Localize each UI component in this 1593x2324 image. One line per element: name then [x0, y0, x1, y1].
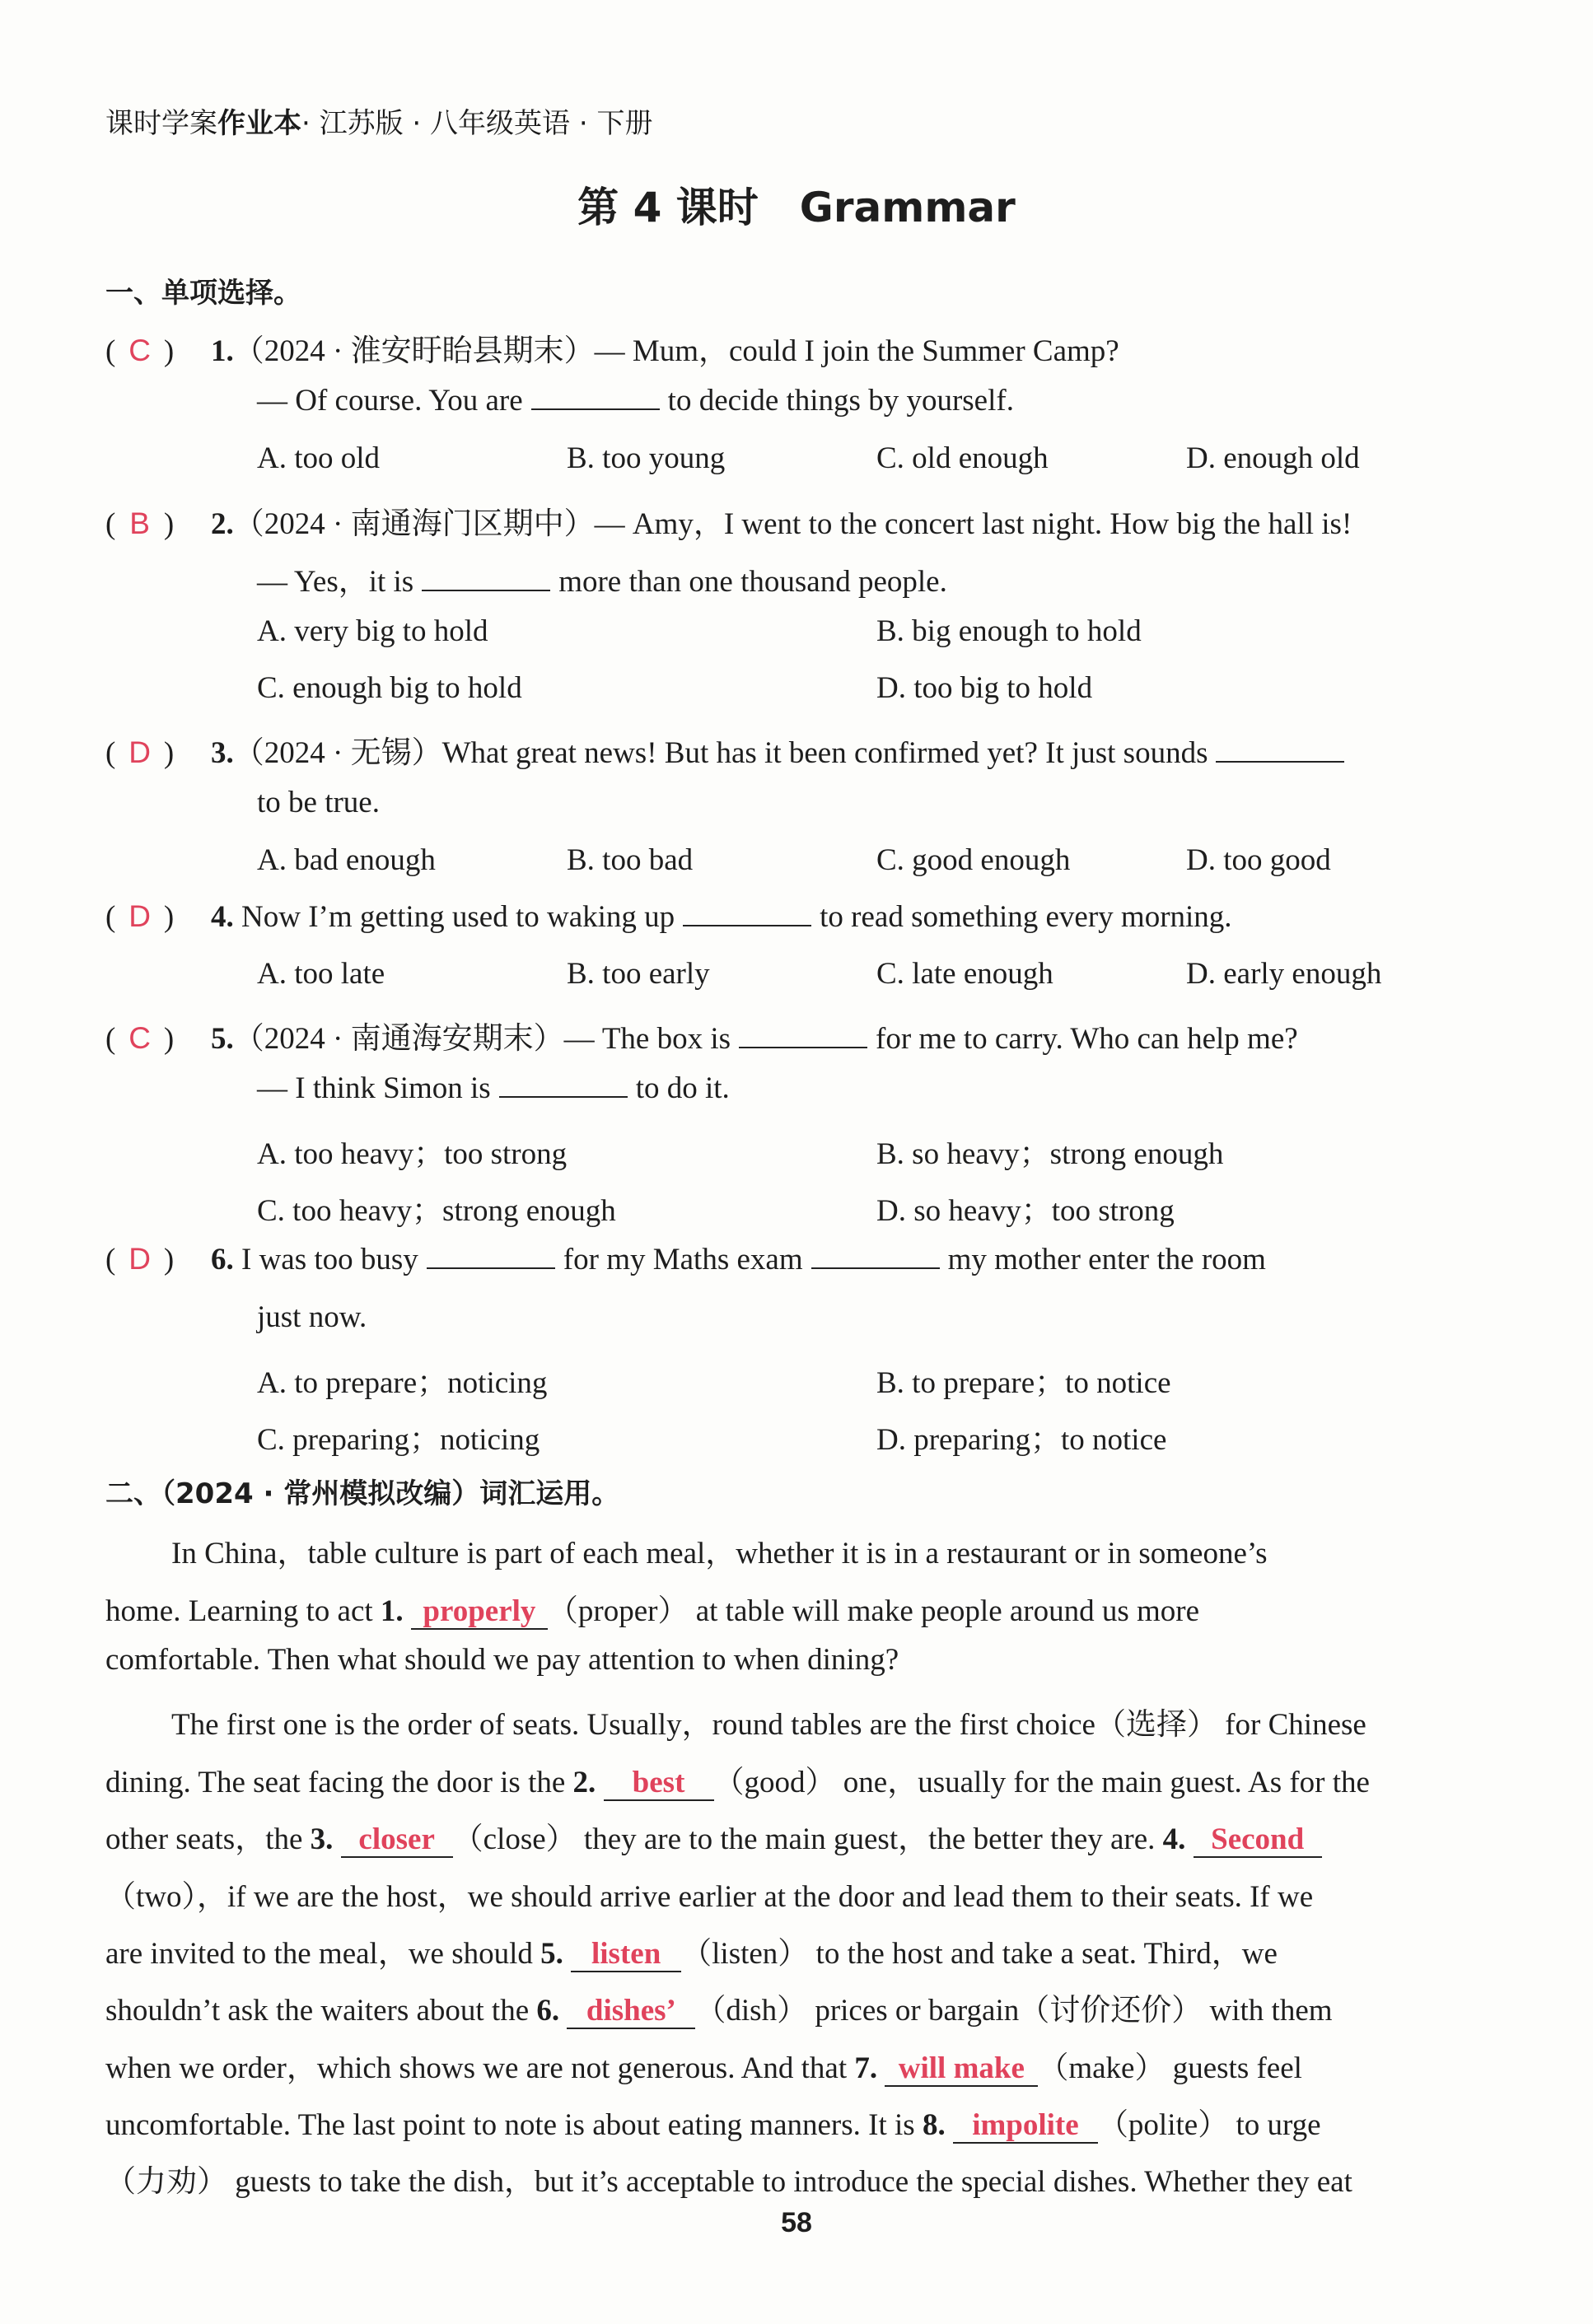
option-a: A. too heavy；too strong — [257, 1137, 568, 1171]
passage-line — [105, 1928, 1278, 1972]
option-c: C. good enough — [876, 843, 1071, 877]
filled-answer: will make — [885, 2053, 1038, 2087]
passage-text: （close） they are to the main guest，the better they are. — [452, 1822, 1163, 1856]
answer-mark: B — [129, 506, 150, 540]
passage-line: （力劝） guests to take the dish，but it’s acceptable to introduce the special dishes. Whether they eat — [105, 2165, 1352, 2199]
question-3-line2: to be true. — [257, 786, 380, 819]
running-header — [105, 100, 652, 141]
option-b: B. too early — [567, 957, 710, 991]
section2-heading: 二、（2024 · 常州模拟改编）词汇运用。 — [105, 1477, 620, 1510]
question-5-line2 — [257, 1071, 730, 1106]
answer-blank — [422, 565, 550, 591]
answer-blank — [427, 1243, 555, 1269]
filled-answer: closer — [341, 1824, 453, 1858]
answer-blank — [531, 384, 660, 410]
question-2-line2 — [257, 556, 947, 600]
question-1-line2 — [257, 383, 1014, 418]
question-source: （2024 · 淮安盱眙县期末） — [233, 334, 595, 368]
passage-text: when we order，which shows we are not generous. And that — [105, 2051, 855, 2085]
option-c: C. late enough — [876, 957, 1053, 991]
question-4-line1: ( D ) 4. Now I’m getting used to waking up to read something every morning. — [105, 899, 1232, 934]
option-d: D. too good — [1186, 843, 1331, 877]
passage-text: home. Learning to act — [105, 1594, 381, 1628]
question-number: 3. — [211, 736, 234, 770]
question-5-line1: ( C ) 5.（2024 · 南通海安期末）— The box is for me to carry. Who can help me? — [105, 1021, 1298, 1056]
passage-text: （dish） prices or bargain（讨价还价） with them — [695, 1994, 1333, 2028]
passage-line: The first one is the order of seats. Usually，round tables are the first choice（选择） for Chinese — [171, 1708, 1366, 1742]
option-a: A. to prepare；noticing — [257, 1366, 548, 1400]
question-text: I was too busy — [241, 1243, 418, 1276]
passage-text: （polite） to urge — [1097, 2108, 1321, 2142]
option-c: C. too heavy；strong enough — [257, 1194, 616, 1228]
page-number: 58 — [781, 2207, 812, 2238]
question-3-line1: ( D ) 3.（2024 · 无锡）What great news! But has it been confirmed yet? It just sounds — [105, 727, 1352, 772]
filled-answer: Second — [1194, 1824, 1322, 1858]
answer-blank — [811, 1243, 940, 1269]
question-number: 1. — [211, 334, 234, 368]
question-text: to read something every morning. — [820, 900, 1232, 934]
question-source: （2024 · 无锡） — [233, 736, 442, 770]
option-d: D. preparing；to notice — [876, 1423, 1167, 1457]
question-text: to decide things by yourself. — [667, 384, 1014, 418]
question-number: 5. — [211, 1022, 234, 1056]
passage-line — [105, 2042, 1302, 2087]
question-text: for my Maths exam — [563, 1243, 803, 1276]
question-text: my mother enter the room — [947, 1243, 1266, 1276]
answer-mark: D — [128, 1242, 151, 1276]
passage-line: （two），if we are the host，we should arrive earlier at the door and lead them to their seats. If we — [105, 1880, 1314, 1914]
question-number: 4. — [211, 900, 234, 934]
option-c: C. enough big to hold — [257, 671, 522, 705]
passage-line — [105, 2099, 1321, 2144]
option-b: B. big enough to hold — [876, 614, 1142, 648]
blank-number: 5. — [540, 1937, 563, 1971]
passage-text: uncomfortable. The last point to note is about eating manners. It is — [105, 2108, 923, 2142]
passage-line — [105, 1813, 1322, 1858]
filled-answer: impolite — [953, 2110, 1098, 2144]
option-b: B. so heavy；strong enough — [876, 1137, 1224, 1171]
passage-text: （good） one，usually for the main guest. As for the — [713, 1766, 1370, 1799]
passage-text: are invited to the meal，we should — [105, 1937, 541, 1971]
answer-mark: D — [128, 735, 151, 769]
blank-number: 4. — [1162, 1822, 1186, 1856]
question-source: （2024 · 南通海门区期中） — [233, 507, 595, 541]
filled-answer: listen — [571, 1939, 681, 1972]
option-c: C. preparing；noticing — [257, 1423, 540, 1457]
passage-line: In China，table culture is part of each meal，whether it is in a restaurant or in someone’s — [171, 1537, 1268, 1570]
question-6-line2: just now. — [257, 1300, 367, 1334]
passage-text: （make） guests feel — [1038, 2051, 1302, 2085]
option-b: B. too bad — [567, 843, 694, 877]
passage-text: （listen） to the host and take a seat. Third，we — [681, 1937, 1278, 1971]
answer-blank — [739, 1022, 867, 1048]
question-1-line1: ( C ) 1.（2024 · 淮安盱眙县期末）— Mum，could I join the Summer Camp? — [105, 334, 1119, 368]
blank-number: 7. — [854, 2051, 878, 2085]
passage-line — [105, 1585, 1199, 1630]
question-2-line1: ( B ) 2.（2024 · 南通海门区期中）— Amy，I went to the concert last night. How big the hall is! — [105, 506, 1352, 541]
question-text: to do it. — [635, 1071, 730, 1105]
question-text: — Yes，it is — [257, 565, 414, 599]
option-b: B. too young — [567, 441, 726, 475]
answer-blank — [683, 900, 811, 926]
option-a: A. too old — [257, 441, 381, 475]
question-number: 6. — [211, 1243, 234, 1276]
option-d: D. so heavy；too strong — [876, 1194, 1175, 1228]
question-text: — Of course. You are — [257, 384, 523, 418]
filled-answer: best — [604, 1767, 714, 1801]
question-text: — The box is — [563, 1022, 731, 1056]
filled-answer: properly — [411, 1596, 548, 1630]
book-meta: · 江苏版 · 八年级英语 · 下册 — [301, 107, 653, 140]
option-b: B. to prepare；to notice — [876, 1366, 1171, 1400]
question-text: — Mum，could I join the Summer Camp? — [594, 334, 1119, 368]
answer-blank — [499, 1071, 628, 1098]
question-6-line1: ( D ) 6. I was too busy for my Maths exam my mother enter the room — [105, 1242, 1266, 1276]
filled-answer: dishes’ — [567, 1995, 695, 2029]
question-text: — I think Simon is — [257, 1071, 491, 1105]
question-text: for me to carry. Who can help me? — [876, 1022, 1298, 1056]
question-source: （2024 · 南通海安期末） — [233, 1022, 564, 1056]
question-number: 2. — [211, 507, 234, 541]
brand-name: 课时学案 — [105, 107, 217, 140]
question-text: Now I’m getting used to waking up — [241, 900, 675, 934]
passage-line — [105, 1985, 1333, 2029]
passage-line: comfortable. Then what should we pay attention to when dining? — [105, 1643, 899, 1677]
lesson-title: 第 4 课时 Grammar — [577, 184, 1016, 231]
option-c: C. old enough — [876, 441, 1049, 475]
option-d: D. early enough — [1186, 957, 1382, 991]
passage-line — [105, 1757, 1370, 1801]
option-d: D. enough old — [1186, 441, 1360, 475]
blank-number: 8. — [922, 2108, 946, 2142]
passage-text: shouldn’t ask the waiters about the — [105, 1994, 537, 2028]
answer-blank — [1216, 736, 1344, 763]
option-a: A. bad enough — [257, 843, 436, 877]
answer-mark: C — [128, 1021, 151, 1055]
option-a: A. very big to hold — [257, 614, 488, 648]
section1-heading: 一、单项选择。 — [105, 277, 301, 310]
passage-text: dining. The seat facing the door is the — [105, 1766, 573, 1799]
book-name: 作业本 — [217, 107, 301, 140]
blank-number: 1. — [380, 1594, 404, 1628]
answer-mark: D — [128, 899, 151, 933]
passage-text: other seats，the — [105, 1822, 311, 1856]
passage-text: （proper） at table will make people around us more — [547, 1594, 1200, 1628]
option-a: A. too late — [257, 957, 385, 991]
blank-number: 3. — [310, 1822, 334, 1856]
question-text: — Amy，I went to the concert last night. How big the hall is! — [594, 507, 1352, 541]
question-text: What great news! But has it been confirmed yet? It just sounds — [441, 736, 1208, 770]
option-d: D. too big to hold — [876, 671, 1093, 705]
answer-mark: C — [128, 334, 151, 367]
blank-number: 6. — [536, 1994, 560, 2028]
question-text: more than one thousand people. — [558, 565, 947, 599]
blank-number: 2. — [572, 1766, 596, 1799]
